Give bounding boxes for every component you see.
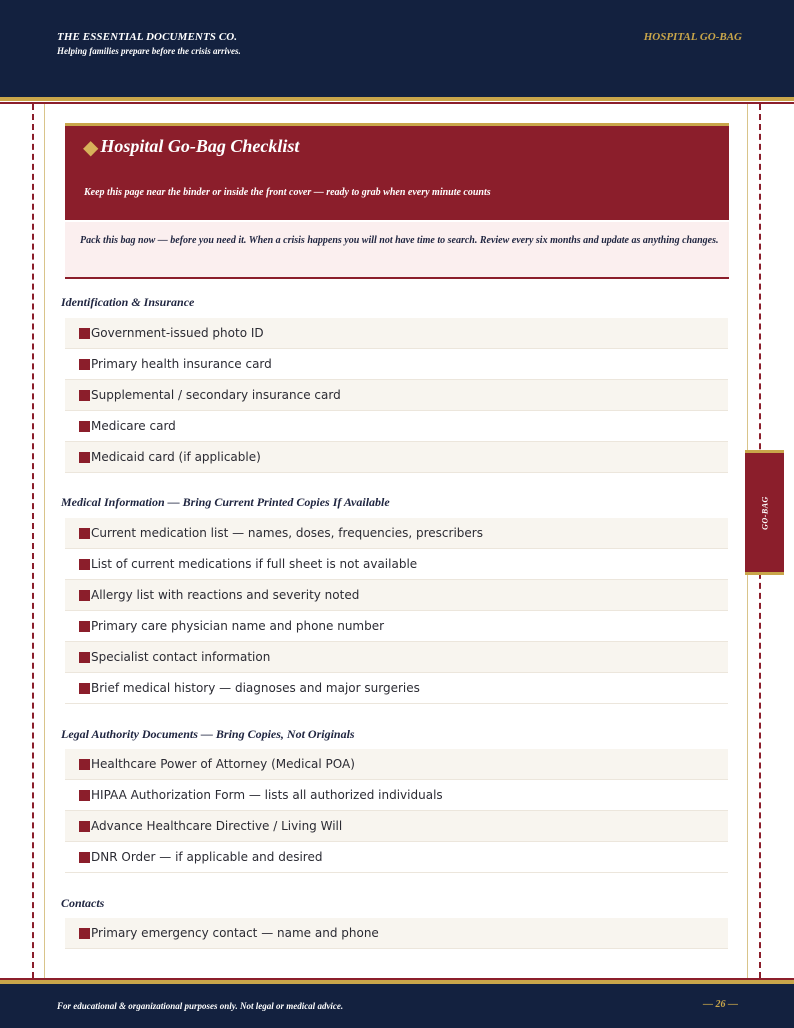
checklist-item[interactable] (65, 580, 728, 611)
checklist-medical-information (65, 518, 728, 704)
checklist-item-label: Current medication list — names, doses, frequencies, prescribers (91, 526, 483, 540)
checklist-item-label: Primary health insurance card (91, 357, 272, 371)
checkbox-icon[interactable] (79, 359, 90, 370)
checklist-item-label: Healthcare Power of Attorney (Medical POA) (91, 757, 355, 771)
checkbox-icon[interactable] (79, 528, 90, 539)
left-margin-rule (44, 104, 45, 978)
checklist-item[interactable] (65, 811, 728, 842)
header-red-rule (0, 102, 794, 104)
checklist-item-label: Allergy list with reactions and severity noted (91, 588, 360, 602)
side-index-tab[interactable] (745, 450, 784, 575)
checklist-item[interactable] (65, 918, 728, 949)
checklist-item[interactable] (65, 411, 728, 442)
checklist-item[interactable] (65, 442, 728, 473)
checklist-item-label: DNR Order — if applicable and desired (91, 850, 323, 864)
instruction-notice: Pack this bag now — before you need it. When a crisis happens you will not have time to search. Review every six months and update as anything changes. (65, 222, 729, 279)
section-title-legal-authority: Legal Authority Documents — Bring Copies, Not Originals (61, 727, 355, 741)
checklist-item-label: Medicaid card (if applicable) (91, 450, 261, 464)
checklist-item[interactable] (65, 380, 728, 411)
page-footer (0, 984, 794, 1028)
checkbox-icon[interactable] (79, 928, 90, 939)
section-title-identification: Identification & Insurance (61, 295, 195, 309)
checkbox-icon[interactable] (79, 652, 90, 663)
checkbox-icon[interactable] (79, 390, 90, 401)
section-title-contacts: Contacts (61, 896, 105, 910)
company-name: THE ESSENTIAL DOCUMENTS CO. (57, 31, 238, 43)
checklist-item[interactable] (65, 349, 728, 380)
checkbox-icon[interactable] (79, 559, 90, 570)
diamond-icon: ◆ (83, 134, 99, 159)
checklist-item[interactable] (65, 642, 728, 673)
section-tag: HOSPITAL GO-BAG (643, 31, 742, 43)
checkbox-icon[interactable] (79, 590, 90, 601)
checkbox-icon[interactable] (79, 452, 90, 463)
checklist-item-label: Primary emergency contact — name and phone (91, 926, 379, 940)
checklist-item-label: Specialist contact information (91, 650, 271, 664)
checklist-legal-authority (65, 749, 728, 873)
page-subtitle: Keep this page near the binder or inside the front cover — ready to grab when every minute counts (84, 187, 491, 198)
checkbox-icon[interactable] (79, 821, 90, 832)
checkbox-icon[interactable] (79, 790, 90, 801)
checklist-item[interactable] (65, 318, 728, 349)
checklist-item-label: List of current medications if full sheet is not available (91, 557, 418, 571)
checkbox-icon[interactable] (79, 421, 90, 432)
checklist-item-label: Government-issued photo ID (91, 326, 264, 340)
checklist-item-label: Primary care physician name and phone number (91, 619, 385, 633)
checklist-item[interactable] (65, 780, 728, 811)
left-binder-margin (32, 104, 34, 978)
checkbox-icon[interactable] (79, 683, 90, 694)
checklist-item[interactable] (65, 749, 728, 780)
checklist-contacts (65, 918, 728, 949)
checklist-item[interactable] (65, 842, 728, 873)
checklist-item-label: Medicare card (91, 419, 176, 433)
banner-rule (65, 218, 729, 220)
checkbox-icon[interactable] (79, 328, 90, 339)
checklist-item-label: Supplemental / secondary insurance card (91, 388, 341, 402)
checklist-item-label: HIPAA Authorization Form — lists all authorized individuals (91, 788, 443, 802)
checklist-item[interactable] (65, 611, 728, 642)
checkbox-icon[interactable] (79, 621, 90, 632)
page-number: — 26 — (703, 999, 738, 1010)
checklist-item-label: Brief medical history — diagnoses and major surgeries (91, 681, 420, 695)
checkbox-icon[interactable] (79, 852, 90, 863)
checklist-item[interactable] (65, 518, 728, 549)
checklist-item-label: Advance Healthcare Directive / Living Will (91, 819, 343, 833)
checklist-identification (65, 318, 728, 473)
page-title: Hospital Go-Bag Checklist (100, 136, 300, 156)
section-title-medical-information: Medical Information — Bring Current Printed Copies If Available (61, 495, 390, 509)
side-tab-label: GO-BAG (760, 495, 769, 530)
header-gold-rule (0, 97, 794, 101)
title-banner (65, 123, 729, 218)
footer-disclaimer: For educational & organizational purposes only. Not legal or medical advice. (57, 1001, 344, 1011)
checklist-item[interactable] (65, 673, 728, 704)
checkbox-icon[interactable] (79, 759, 90, 770)
checklist-item[interactable] (65, 549, 728, 580)
page-header (0, 0, 794, 98)
company-tagline: Helping families prepare before the crisis arrives. (57, 46, 241, 56)
